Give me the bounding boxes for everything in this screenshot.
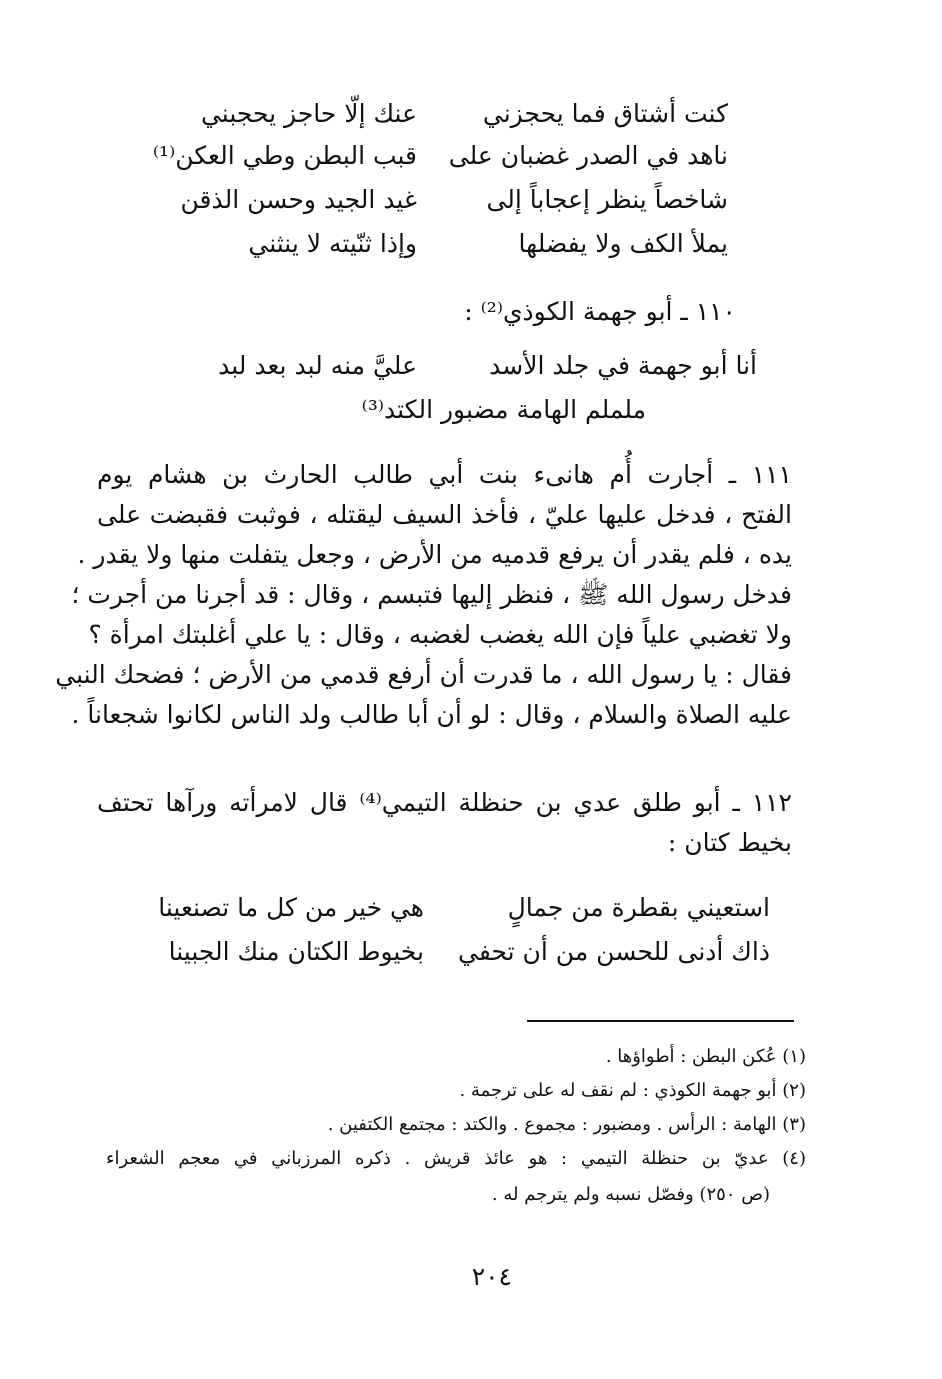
footnote: (٢) أبو جهمة الكوذي : لم نقف له على ترجمة . xyxy=(459,1080,806,1101)
paragraph-line: ولا تغضبي علياً فإن الله يغضب لغضبه ، وقال : يا علي أغلبتك امرأة ؟ xyxy=(88,620,792,649)
section-111-paragraph xyxy=(55,455,792,735)
verse-hemistich: غيد الجيد وحسن الذقن xyxy=(180,185,417,214)
verse-hemistich: بخيوط الكتان منك الجبينا xyxy=(168,937,424,966)
footnote: (٤) عديّ بن حنظلة التيمي : هو عائذ قريش . ذكره المرزباني في معجم الشعراء xyxy=(106,1148,806,1169)
verse-hemistich: يملأ الكف ولا يفضلها xyxy=(518,229,728,258)
verse-hemistich: ململم الهامة مضبور الكتد⁽³⁾ xyxy=(361,395,646,424)
footnote: (٣) الهامة : الرأس . ومضبور : مجموع . والكتد : مجتمع الكتفين . xyxy=(327,1114,806,1135)
paragraph-line: ١١٢ ـ أبو طلق عدي بن حنظلة التيمي⁽⁴⁾ قال لامرأته ورآها تحتف xyxy=(97,788,792,817)
paragraph-line: بخيط كتان : xyxy=(667,828,792,857)
paragraph-line: فدخل رسول الله ﷺ ، فنظر إليها فتبسم ، وقال : قد أجرنا من أجرت ؛ xyxy=(71,580,792,609)
verse-hemistich: استعيني بقطرة من جمالٍ xyxy=(507,893,770,922)
paragraph-line: فقال : يا رسول الله ، ما قدرت أن أرفع قدمي من الأرض ؛ فضحك النبي xyxy=(55,660,792,689)
footnote: (١) عُكن البطن : أطواؤها . xyxy=(605,1046,806,1067)
verse-hemistich: عنك إلّا حاجز يحجبني xyxy=(200,99,417,128)
paragraph-line: يده ، فلم يقدر أن يرفع قدميه من الأرض ، وجعل يتفلت منها ولا يقدر . xyxy=(77,540,792,569)
footnote-separator xyxy=(527,1020,794,1022)
verse-hemistich: عليَّ منه لبد بعد لبد xyxy=(218,351,417,380)
paragraph-line: عليه الصلاة والسلام ، وقال : لو أن أبا طالب ولد الناس لكانوا شجعاناً . xyxy=(71,700,792,729)
verse-hemistich: وإذا ثنّيته لا ينثني xyxy=(248,229,417,258)
verse-hemistich: قبب البطن وطي العكن⁽¹⁾ xyxy=(152,141,417,170)
paragraph-line: الفتح ، فدخل عليها عليّ ، فأخذ السيف ليقتله ، فوثبت فقبضت على xyxy=(97,500,792,529)
verse-hemistich: ذاك أدنى للحسن من أن تحفي xyxy=(458,937,770,966)
verse-hemistich: كنت أشتاق فما يحجزني xyxy=(482,99,728,128)
paragraph-line: ١١١ ـ أجارت أُم هانىء بنت أبي طالب الحارث بن هشام يوم xyxy=(97,460,792,489)
verse-hemistich: أنا أبو جهمة في جلد الأسد xyxy=(489,351,757,380)
section-112-paragraph xyxy=(97,783,792,863)
verse-hemistich: شاخصاً ينظر إعجاباً إلى xyxy=(486,185,728,214)
verse-hemistich: ناهد في الصدر غضبان على xyxy=(448,141,728,170)
section-heading: ١١٠ ـ أبو جهمة الكوذي⁽²⁾ : xyxy=(464,297,736,326)
footnote-continuation: (ص ٢٥٠) وفصّل نسبه ولم يترجم له . xyxy=(491,1184,770,1205)
page-number: ٢٠٤ xyxy=(471,1262,512,1291)
verse-hemistich: هي خير من كل ما تصنعينا xyxy=(158,893,424,922)
